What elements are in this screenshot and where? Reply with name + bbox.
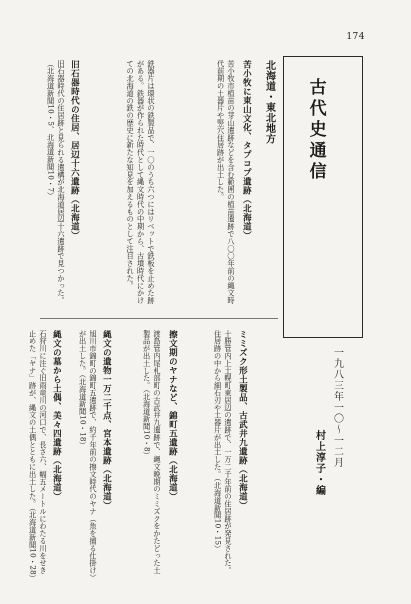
article-heading: ミミズク形土製品、古武井九遺跡（北海道） [237, 330, 248, 510]
column-divider [40, 318, 278, 319]
article-body: 十勝管内上土幌町東居辺の遺跡で、一万二千年前の住居跡が発見された。住居跡の中から細石刃や土器片が出土した。（北海道新聞10・15） [213, 330, 233, 575]
article-body: 旧石器時代の住居跡と見られる遺構が北海道居辺十六遺跡で見つかった。（北海道新聞10・5、北海道新聞10・7） [46, 60, 66, 305]
article-body: 苦小牧市植苗の芽山遺跡などを含む範囲の植苗遺跡で八〇〇年前の縄文時代前期の土器片や竪穴住居跡が出土した。 [216, 60, 236, 305]
section-heading: 北海道・東北地方 [263, 60, 275, 144]
article-body: 石狩川に注ぐ旧雨竜川の河口で、長さ六、幅五メートルにわたる川をせき止めた「ヤナ」跡が、縄文の土偶とともに出土した。（北海道新聞10・28） [28, 330, 48, 583]
article-heading: 旧石器時代の住居、居辺十六遺跡（北海道） [69, 60, 80, 240]
article-heading: 縄文の遺物一万二千点、宮本遺跡（北海道） [101, 330, 112, 510]
page-number: 174 [346, 32, 365, 42]
article-body: 鉄器片は環状の鉄製品で、一〇のうち六つにはリベットで鉄板を止めた跡がある。鉄器が作られた時代として縄文時代の中期から、古墳時代にかけての北海道の鉄の歴史に新たな知見を加えるものとして注目された。 [126, 60, 156, 305]
document-title: 古代史通信 [305, 78, 326, 183]
issue-date: 一九八三年一〇〜一二月 [331, 347, 343, 468]
article-heading: 苦小牧に東山文化、タプコプ遺跡（北海道） [241, 60, 252, 240]
article-body: 旭川市錦町の錦町五遺跡で、約千年前の擦文時代のヤナ（魚を捕る仕掛け）が出土した。（北海道新聞10・18） [78, 330, 98, 578]
editor-credit: 村上淳子・編 [313, 430, 325, 496]
article-heading: 擦文期のヤナなど、錦町五遺跡（北海道） [167, 330, 178, 501]
article-body: 渡島管内尾札部町の古武井九遺跡で、縄文晩期のミミズクをかたどった土製品が出土した。（北海道新聞10・8） [142, 330, 162, 575]
article-heading: 縄文の墓から土偶、美々四遺跡（北海道） [51, 330, 62, 501]
